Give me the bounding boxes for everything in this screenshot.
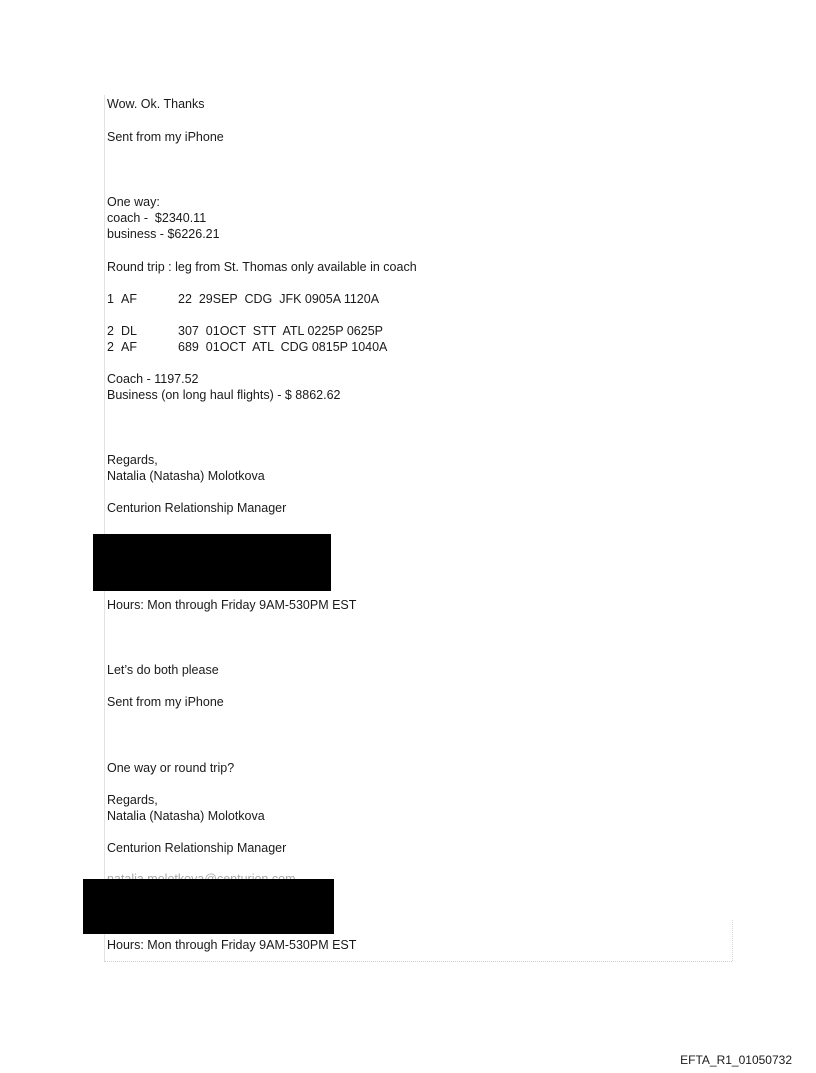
quote-bottom-border: [104, 961, 732, 962]
one-way-label: One way:: [107, 195, 160, 209]
quote-left-border: [104, 95, 105, 961]
flight-seg-number: 1: [107, 292, 114, 306]
office-hours: Hours: Mon through Friday 9AM-530PM EST: [107, 598, 357, 612]
quote-right-border: [732, 920, 733, 961]
round-trip-note: Round trip : leg from St. Thomas only available in coach: [107, 260, 417, 274]
flight-seg-number: 2: [107, 324, 114, 338]
flight-detail: 307 01OCT STT ATL 0225P 0625P: [178, 324, 383, 338]
question-text: One way or round trip?: [107, 761, 235, 775]
flight-airline: AF: [121, 292, 137, 306]
sender-name: Natalia (Natasha) Molotkova: [107, 809, 265, 823]
coach-price: coach - $2340.11: [107, 211, 207, 225]
sender-title: Centurion Relationship Manager: [107, 841, 287, 855]
office-hours: Hours: Mon through Friday 9AM-530PM EST: [107, 938, 357, 952]
flight-seg-number: 2: [107, 340, 114, 354]
sender-name: Natalia (Natasha) Molotkova: [107, 469, 265, 483]
flight-detail: 22 29SEP CDG JFK 0905A 1120A: [178, 292, 380, 306]
reply1-body: Wow. Ok. Thanks: [107, 97, 205, 111]
redaction-block: [83, 879, 334, 934]
document-id: EFTA_R1_01050732: [680, 1053, 792, 1067]
redaction-block: [93, 534, 331, 591]
business-price: business - $6226.21: [107, 227, 220, 241]
regards-label: Regards,: [107, 793, 158, 807]
reply2-signature: Sent from my iPhone: [107, 695, 224, 709]
regards-label: Regards,: [107, 453, 158, 467]
flight-detail: 689 01OCT ATL CDG 0815P 1040A: [178, 340, 388, 354]
business-total: Business (on long haul flights) - $ 8862.62: [107, 388, 341, 402]
reply2-body: Let’s do both please: [107, 663, 219, 677]
sender-title: Centurion Relationship Manager: [107, 501, 287, 515]
reply1-signature: Sent from my iPhone: [107, 130, 224, 144]
flight-airline: AF: [121, 340, 137, 354]
coach-total: Coach - 1197.52: [107, 372, 199, 386]
flight-airline: DL: [121, 324, 137, 338]
